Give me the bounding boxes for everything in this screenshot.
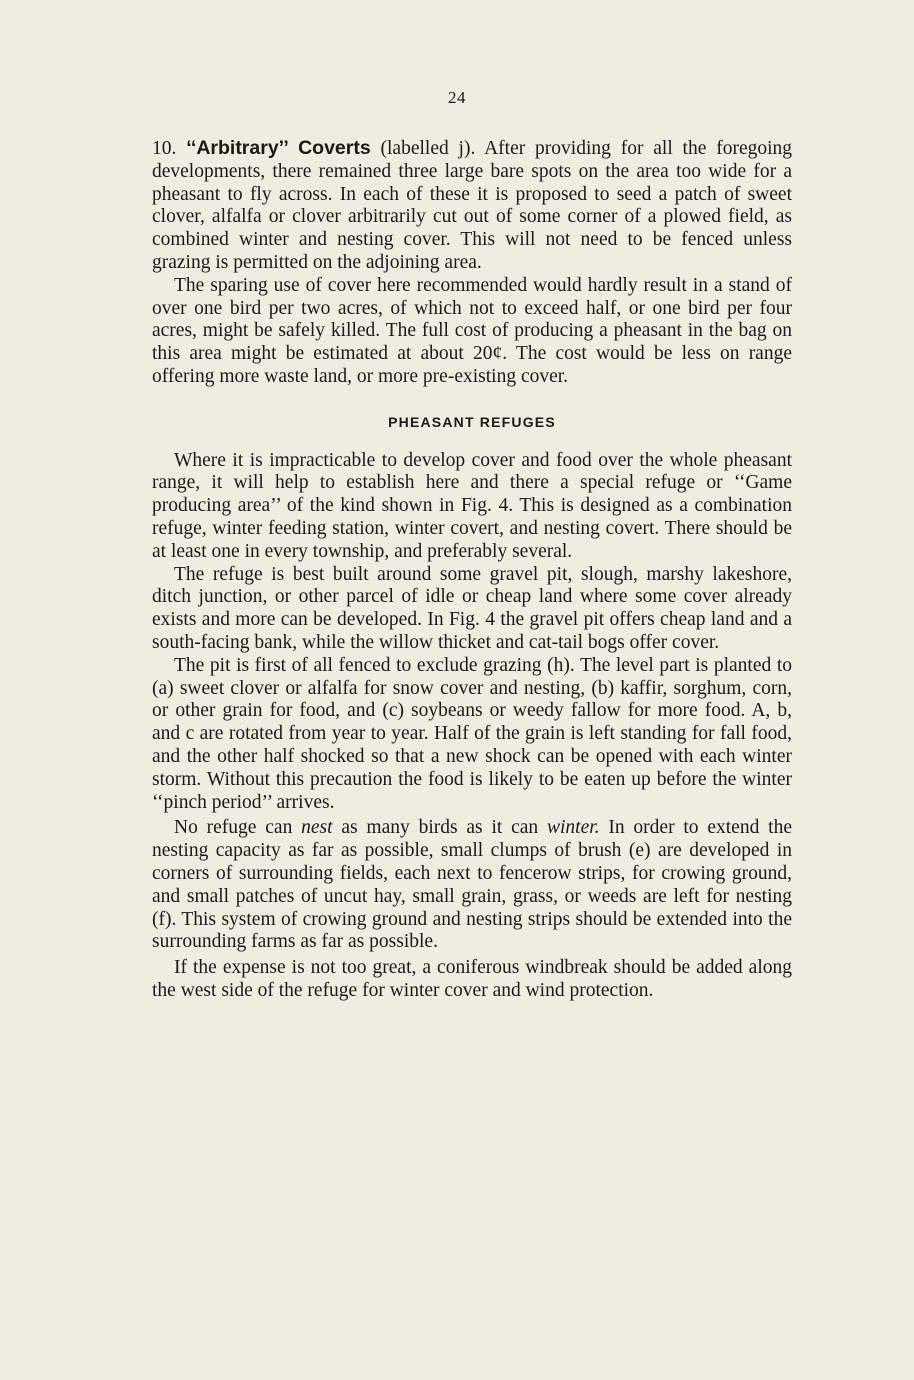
paragraph-text: After providing for all the foregoing developments, there remained three large bare spots on the area too wide for a pheasant to fly across. In each of these it is proposed to seed a patch of sweet clover, alfalfa or clover arbitrarily cut out of some corner of a plowed field, as combined winter and nesting cover. This will not need to be fenced unless grazing is permitted on the adjoining area. bbox=[152, 138, 793, 273]
italic-nest: nest bbox=[301, 817, 333, 839]
page-number: 24 bbox=[448, 88, 466, 107]
body-text bbox=[152, 137, 792, 1003]
section-heading-pheasant-refuges: PHEASANT REFUGES bbox=[388, 413, 556, 430]
text-run: In order to extend the nesting capacity as far as possible, small clumps of brush (e) are developed in corners of surrounding fields, each next to fencerow strips, for crowing ground, and small patches of uncut hay, small grain, grass, or weeds are left for nesting (f). This system of crowing ground and nesting strips should be extended into the surrounding farms as far as possible. bbox=[152, 817, 792, 953]
paragraph-arbitrary-coverts bbox=[152, 137, 792, 275]
text-run: as many birds as it can bbox=[332, 817, 547, 839]
paragraph-nesting-capacity bbox=[152, 817, 792, 954]
paragraph-refuge-site: The refuge is best built around some gravel pit, slough, marshy lakeshore, ditch junction, or other parcel of idle or cheap land where some cover already exists and more can be developed. In Fig. 4 the gravel pit offers cheap land and a south-facing bank, while the willow thicket and cat-tail bogs offer cover. bbox=[152, 563, 792, 653]
paragraph-refuge-planting: The pit is first of all fenced to exclude grazing (h). The level part is planted to (a) sweet clover or alfalfa for snow cover and nesting, (b) kaffir, sorghum, corn, or other grain for food, and (c) soybeans or weedy fallow for more food. A, b, and c are rotated from year to year. Half of the grain is left standing for fall food, and the other half shocked so that a new shock can be opened with each winter storm. Without this precaution the food is likely to be eaten up before the winter ‘‘pinch period’’ arrives. bbox=[152, 654, 792, 813]
italic-winter: winter. bbox=[546, 817, 600, 839]
section-number: 10. bbox=[152, 138, 177, 159]
text-run: No refuge can bbox=[174, 817, 302, 839]
paragraph-windbreak: If the expense is not too great, a coniferous windbreak should be added along the west side of the refuge for winter cover and wind protection. bbox=[152, 957, 792, 1001]
section-label-note: (labelled j). bbox=[380, 138, 476, 159]
paragraph-cost-estimate: The sparing use of cover here recommended would hardly result in a stand of over one bird per two acres, of which not to exceed half, or one bird per four acres, might be safely killed. The full cost of producing a pheasant in the bag on this area might be estimated at about 20¢. The cost would be less on range offering more waste land, or more pre-existing cover. bbox=[152, 274, 792, 387]
section-title: ‘‘Arbitrary’’ Coverts bbox=[186, 137, 371, 159]
paragraph-refuge-intro: Where it is impracticable to develop cover and food over the whole pheasant range, it will help to establish here and there a special refuge or ‘‘Game producing area’’ of the kind shown in Fig. 4. This is designed as a combination refuge, winter feeding station, winter covert, and nesting covert. There should be at least one in every township, and preferably several. bbox=[152, 449, 792, 562]
